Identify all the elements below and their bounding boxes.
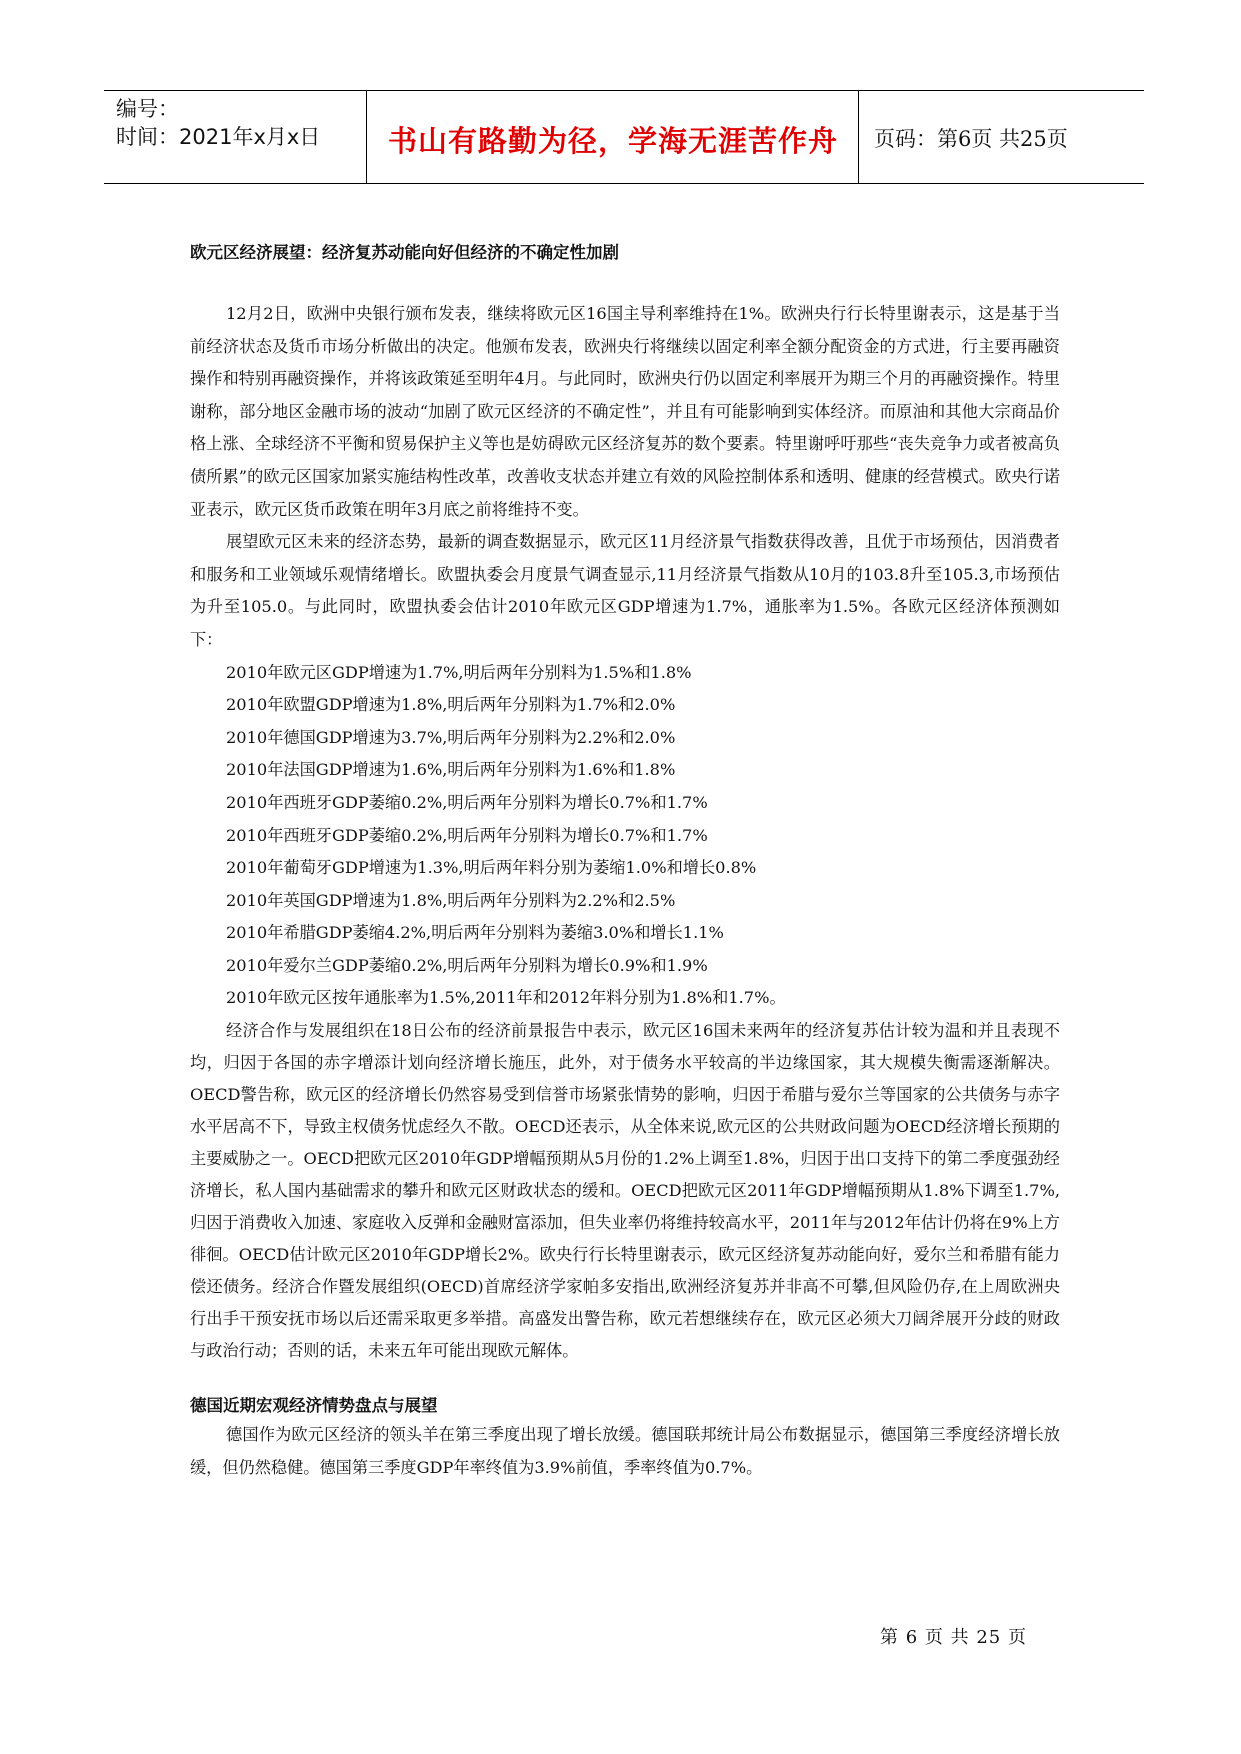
forecast-item: 2010年法国GDP增速为1.6%,明后两年分别料为1.6%和1.8%: [226, 760, 676, 780]
section-title-germany: 德国近期宏观经济情势盘点与展望: [190, 1396, 438, 1416]
forecast-item: 2010年欧元区GDP增速为1.7%,明后两年分别料为1.5%和1.8%: [226, 662, 692, 682]
forecast-item: 2010年欧盟GDP增速为1.8%,明后两年分别料为1.7%和2.0%: [226, 695, 676, 715]
paragraph: 展望欧元区未来的经济态势，最新的调查数据显示，欧元区11月经济景气指数获得改善，且优于市场预估，因消费者和服务和工业领域乐观情绪增长。欧盟执委会月度景气调查显示,11月经济景气指数从10月的103.8升至105.3,市场预估为升至105.0。与此同时，欧盟执委会估计2010年欧元区GDP增速为1.7%，通胀率为1.5%。各欧元区经济体预测如下：: [190, 532, 1060, 649]
motto: 书山有路勤为径，学海无涯苦作舟: [387, 124, 838, 158]
forecast-item: 2010年德国GDP增速为3.7%,明后两年分别料为2.2%和2.0%: [226, 727, 676, 747]
forecast-item: 2010年西班牙GDP萎缩0.2%,明后两年分别料为增长0.7%和1.7%: [226, 825, 708, 845]
forecast-list: [190, 657, 1060, 1016]
paragraph: 德国作为欧元区经济的领头羊在第三季度出现了增长放缓。德国联邦统计局公布数据显示，德国第三季度经济增长放缓，但仍然稳健。德国第三季度GDP年率终值为3.9%前值，季率终值为0.7%。: [190, 1425, 1060, 1477]
header-page-cell: [860, 91, 1144, 183]
header-page-info: 页码：第6页 共25页: [874, 127, 1068, 151]
page-footer: 第 6 页 共 25 页: [880, 1627, 1027, 1648]
forecast-item: 2010年西班牙GDP萎缩0.2%,明后两年分别料为增长0.7%和1.7%: [226, 792, 708, 812]
time-label: 时间：2021年x月x日: [116, 125, 321, 149]
forecast-item: 2010年欧元区按年通胀率为1.5%,2011年和2012年料分别为1.8%和1.7%。: [226, 988, 786, 1008]
forecast-item: 2010年希腊GDP萎缩4.2%,明后两年分别料为萎缩3.0%和增长1.1%: [226, 923, 724, 943]
document-body: [190, 240, 1060, 1484]
forecast-item: 2010年爱尔兰GDP萎缩0.2%,明后两年分别料为增长0.9%和1.9%: [226, 955, 708, 975]
number-label: 编号：: [116, 97, 179, 121]
paragraph: 经济合作与发展组织在18日公布的经济前景报告中表示，欧元区16国未来两年的经济复苏估计较为温和并且表现不均，归因于各国的赤字增添计划向经济增长施压，此外，对于债务水平较高的半边缘国家，其大规模失衡需逐渐解决。OECD警告称，欧元区的经济增长仍然容易受到信誉市场紧张情势的影响，归因于希腊与爱尔兰等国家的公共债务与赤字水平居高不下，导致主权债务忧虑经久不散。OECD还表示，从全体来说,欧元区的公共财政问题为OECD经济增长预期的主要威胁之一。OECD把欧元区2010年GDP增幅预期从5月份的1.2%上调至1.8%，归因于出口支持下的第二季度强劲经济增长，私人国内基础需求的攀升和欧元区财政状态的缓和。OECD把欧元区2011年GDP增幅预期从1.8%下调至1.7%,归因于消费收入加速、家庭收入反弹和金融财富添加，但失业率仍将维持较高水平，2011年与2012年估计仍将在9%上方徘徊。OECD估计欧元区2010年GDP增长2%。欧央行行长特里谢表示，欧元区经济复苏动能向好，爱尔兰和希腊有能力偿还债务。经济合作暨发展组织(OECD)首席经济学家帕多安指出,欧洲经济复苏并非高不可攀,但风险仍存,在上周欧洲央行出手干预安抚市场以后还需采取更多举措。高盛发出警告称，欧元若想继续存在，欧元区必须大刀阔斧展开分歧的财政与政治行动；否则的话，未来五年可能出现欧元解体。: [190, 1021, 1060, 1361]
forecast-item: 2010年英国GDP增速为1.8%,明后两年分别料为2.2%和2.5%: [226, 890, 676, 910]
paragraph: 12月2日，欧洲中央银行颁布发表，继续将欧元区16国主导利率维持在1%。欧洲央行行长特里谢表示，这是基于当前经济状态及货币市场分析做出的决定。他颁布发表，欧洲央行将继续以固定利率全额分配资金的方式进，行主要再融资操作和特别再融资操作，并将该政策延至明年4月。与此同时，欧洲央行仍以固定利率展开为期三个月的再融资操作。特里谢称，部分地区金融市场的波动“加剧了欧元区经济的不确定性”，并且有可能影响到实体经济。而原油和其他大宗商品价格上涨、全球经济不平衡和贸易保护主义等也是妨碍欧元区经济复苏的数个要素。特里谢呼吁那些“丧失竞争力或者被高负债所累”的欧元区国家加紧实施结构性改革，改善收支状态并建立有效的风险控制体系和透明、健康的经营模式。欧央行诺亚表示，欧元区货币政策在明年3月底之前将维持不变。: [190, 304, 1060, 519]
section-title-eurozone: 欧元区经济展望：经济复苏动能向好但经济的不确定性加剧: [190, 243, 619, 262]
header-motto-cell: [368, 91, 859, 183]
forecast-item: 2010年葡萄牙GDP增速为1.3%,明后两年料分别为萎缩1.0%和增长0.8%: [226, 858, 757, 878]
page-header: [104, 90, 1144, 184]
header-left-cell: [104, 91, 367, 183]
